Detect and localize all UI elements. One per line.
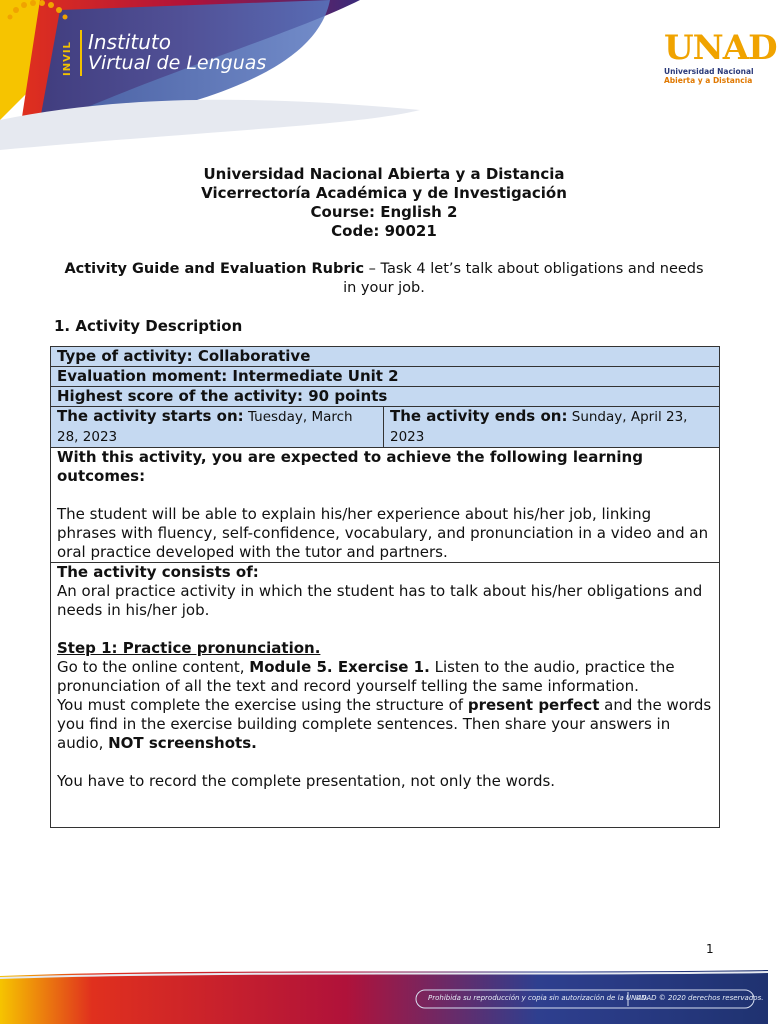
section-heading: 1. Activity Description	[54, 317, 243, 335]
ivl-vertical-label: INVIL	[62, 41, 73, 76]
step1-heading: Step 1: Practice pronunciation.	[57, 639, 321, 657]
highest-score: Highest score of the activity: 90 points	[51, 387, 720, 407]
footer-note: Prohibida su reproducción y copia sin autorización de la UNAD.	[428, 994, 649, 1002]
table-row	[51, 347, 720, 367]
step1-paragraph-2: You must complete the exercise using the structure of present perfect and the words you find in the exercise building complete sentences. Then share your answers in audio, NOT screenshots.	[57, 696, 712, 752]
table-row	[51, 367, 720, 387]
table-row	[51, 563, 720, 828]
vice-rectory-title: Vicerrectoría Académica y de Investigación	[201, 184, 567, 202]
learning-outcomes-cell	[51, 448, 720, 563]
activity-table	[50, 346, 720, 828]
step1-paragraph-3: You have to record the complete presentation, not only the words.	[57, 772, 556, 790]
outcomes-heading: With this activity, you are expected to achieve the following learning outcomes:	[57, 448, 643, 485]
table-row	[51, 387, 720, 407]
table-row	[51, 448, 720, 563]
step1-paragraph-1: Go to the online content, Module 5. Exercise 1. Listen to the audio, practice the pronunciation of all the text and record yourself telling the same information.	[57, 658, 675, 695]
unad-logo-dots-icon	[0, 0, 90, 70]
consists-heading: The activity consists of:	[57, 563, 259, 581]
table-row	[51, 407, 720, 448]
evaluation-moment: Evaluation moment: Intermediate Unit 2	[51, 367, 720, 387]
type-of-activity: Type of activity: Collaborative	[51, 347, 720, 367]
unad-logo-sub1: Universidad Nacional	[664, 67, 754, 76]
header-banner	[0, 0, 777, 150]
consists-text: An oral practice activity in which the student has to talk about his/her obligations and needs in his/her job.	[57, 582, 703, 619]
university-title: Universidad Nacional Abierta y a Distancia	[203, 165, 565, 183]
banner-graphic	[0, 0, 768, 150]
activity-consists-cell	[51, 563, 720, 828]
start-date-cell: The activity starts on: Tuesday, March 28, 2023	[51, 407, 384, 448]
end-date-cell: The activity ends on: Sunday, April 23, 2023	[384, 407, 720, 448]
footer-banner	[0, 968, 768, 1024]
unad-logo-word: UNAD	[664, 28, 777, 68]
page-number: 1	[706, 942, 714, 956]
guide-title: Activity Guide and Evaluation Rubric – Task 4 let’s talk about obligations and needs in your job.	[64, 261, 704, 296]
brand-line1: Instituto	[88, 30, 171, 54]
course-title: Course: English 2	[310, 203, 458, 221]
footer-copyright: UNAD © 2020 derechos reservados.	[636, 994, 764, 1002]
brand-line2: Virtual de Lenguas	[88, 52, 267, 74]
outcomes-text: The student will be able to explain his/her experience about his/her job, linking phrases with fluency, self-confidence, vocabulary, and pronunciation in a video and an oral practice developed with the tutor and partners.	[57, 505, 709, 561]
code-title: Code: 90021	[331, 222, 437, 240]
unad-logo-sub2: Abierta y a Distancia	[664, 76, 753, 85]
